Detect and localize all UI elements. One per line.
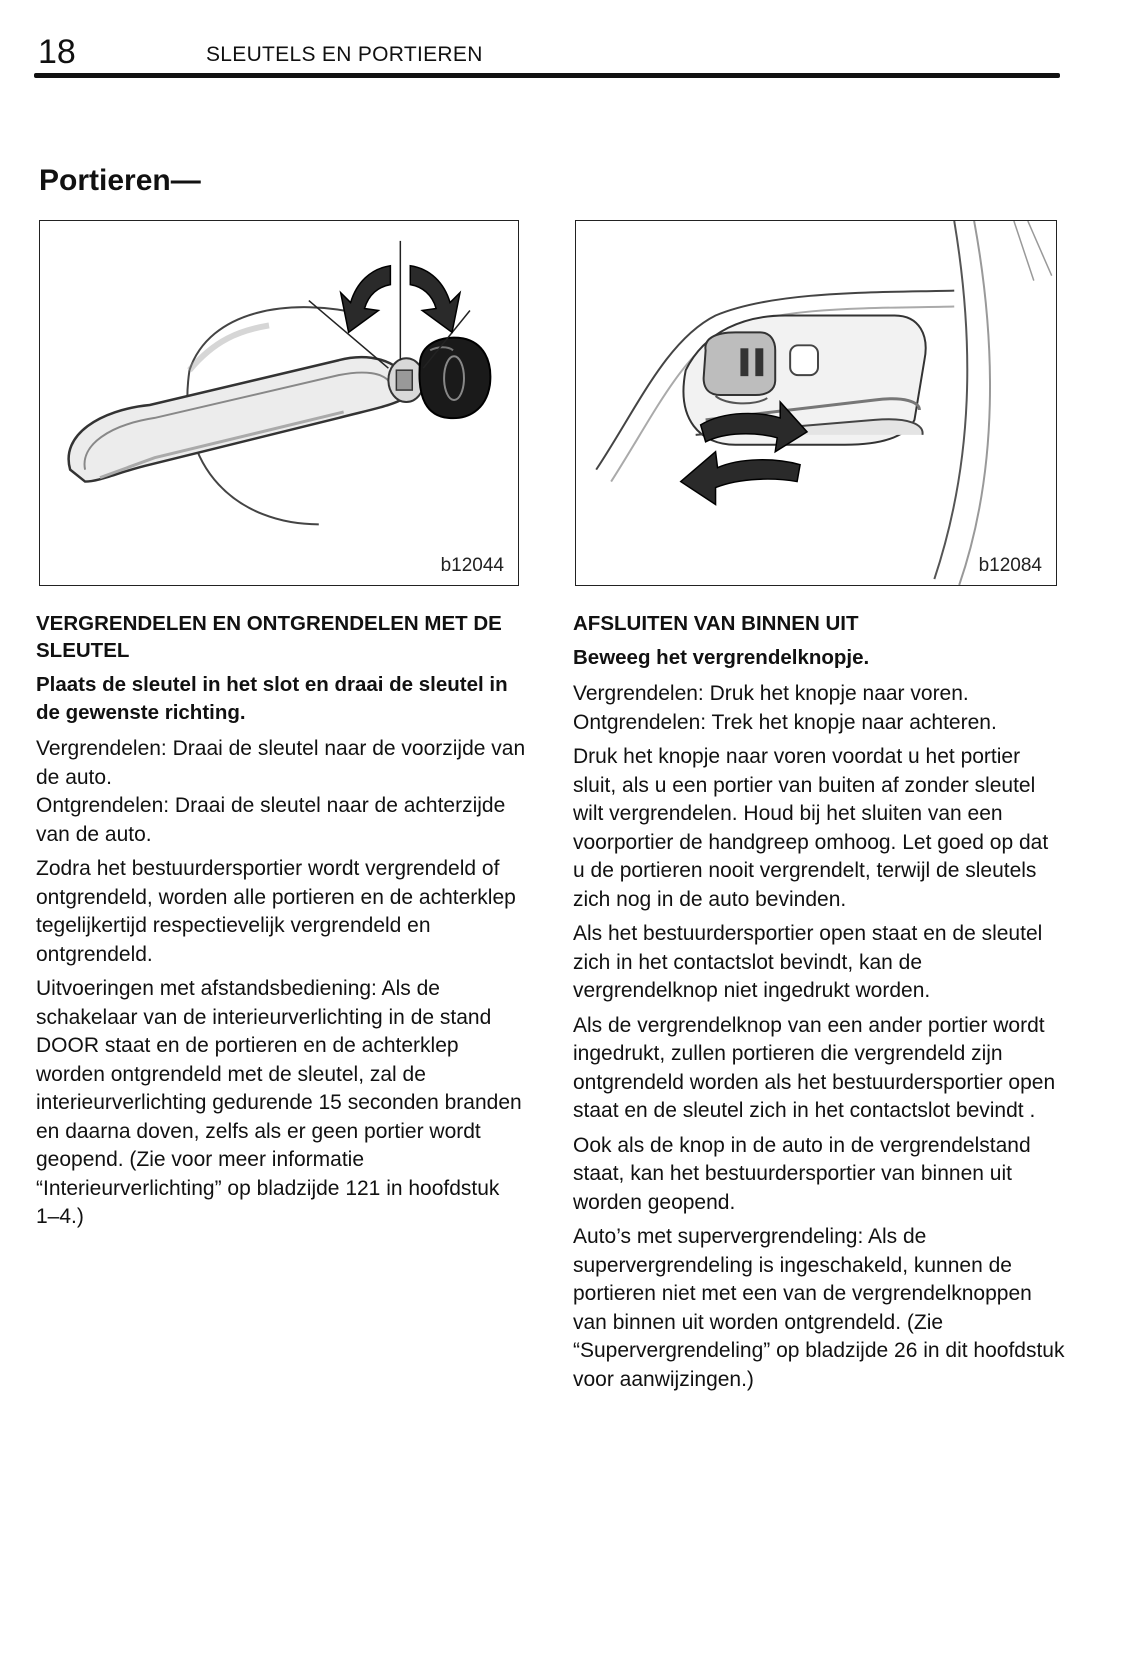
right-paragraph-ignition-key: Als het bestuurdersportier open staat en de sleutel zich in het contactslot bevindt, kan de vergrendelknop niet ingedrukt worden. bbox=[573, 922, 1043, 1002]
door-handle-drawing bbox=[40, 221, 518, 585]
right-lead: Beweeg het vergrendelknopje. bbox=[573, 646, 870, 669]
right-paragraph-unlock: Ontgrendelen: Trek het knopje naar achteren. bbox=[573, 710, 997, 734]
left-lead: Plaats de sleutel in het slot en draai de sleutel in de gewenste richting. bbox=[36, 673, 508, 724]
left-paragraph-unlock: Ontgrendelen: Draai de sleutel naar de achterzijde van de auto. bbox=[36, 794, 506, 846]
figure-code-left: b12044 bbox=[440, 555, 504, 576]
right-paragraph-superlocking: Auto’s met supervergrendeling: Als de supervergrendeling is ingeschakeld, kunnen de portieren niet met een van de vergrendelknoppen van binnen uit worden ontgrendeld. (Zie “Supervergrendeling” op bladzijde 26 in dit hoofdstuk voor aanwijzingen.) bbox=[573, 1225, 1065, 1391]
header-rule bbox=[34, 73, 1060, 78]
door-handle-key-illustration bbox=[39, 220, 519, 586]
left-text-column bbox=[36, 610, 526, 1238]
inside-lock-drawing bbox=[576, 221, 1056, 585]
figure-code-right: b12084 bbox=[978, 555, 1042, 576]
right-paragraph-open-from-inside: Ook als de knop in de auto in de vergrendelstand staat, kan het bestuurdersportier van binnen uit worden geopend. bbox=[573, 1133, 1031, 1214]
right-heading: AFSLUITEN VAN BINNEN UIT bbox=[573, 612, 859, 635]
right-paragraph-other-door: Als de vergrendelknop van een ander portier wordt ingedrukt, zullen portieren die vergrendeld zijn ontgrendeld worden als het bestuurdersportier open staat en de sleutel zich in het contactslot bevindt . bbox=[573, 1013, 1056, 1122]
page-number: 18 bbox=[38, 33, 76, 71]
right-paragraph-outside-lock: Druk het knopje naar voren voordat u het portier sluit, als u een portier van buiten af zonder sleutel wilt vergrendelen. Houd bij het sluiten van een voorportier de handgreep omhoog. Let goed op dat u de portieren nooit vergrendelt, terwijl de sleutels zich nog in de auto bevinden. bbox=[573, 745, 1049, 911]
left-paragraph-driver-door: Zodra het bestuurdersportier wordt vergrendeld of ontgrendeld, worden alle portieren en de achterklep tegelijkertijd respectievelijk vergrendeld en ontgrendeld. bbox=[36, 857, 516, 966]
left-paragraph-remote: Uitvoeringen met afstandsbediening: Als de schakelaar van de interieurverlichting in de stand DOOR staat en de portieren en de achterklep worden ontgrendeld met de sleutel, zal de interieurverlichting gedurende 15 seconden branden en daarna doven, zelfs als er geen portier wordt geopend. (Zie voor meer informatie “Interieurverlichting” op bladzijde 121 in hoofdstuk 1–4.) bbox=[36, 977, 522, 1228]
left-paragraph-lock: Vergrendelen: Draai de sleutel naar de voorzijde van de auto. bbox=[36, 737, 526, 789]
right-text-column bbox=[573, 610, 1065, 1400]
right-paragraph-lock: Vergrendelen: Druk het knopje naar voren. bbox=[573, 682, 969, 705]
inside-lock-knob-illustration bbox=[575, 220, 1057, 586]
chapter-title: SLEUTELS EN PORTIEREN bbox=[206, 43, 483, 66]
left-heading: VERGRENDELEN EN ONTGRENDELEN MET DE SLEUTEL bbox=[36, 612, 502, 662]
section-title: Portieren— bbox=[39, 164, 201, 197]
